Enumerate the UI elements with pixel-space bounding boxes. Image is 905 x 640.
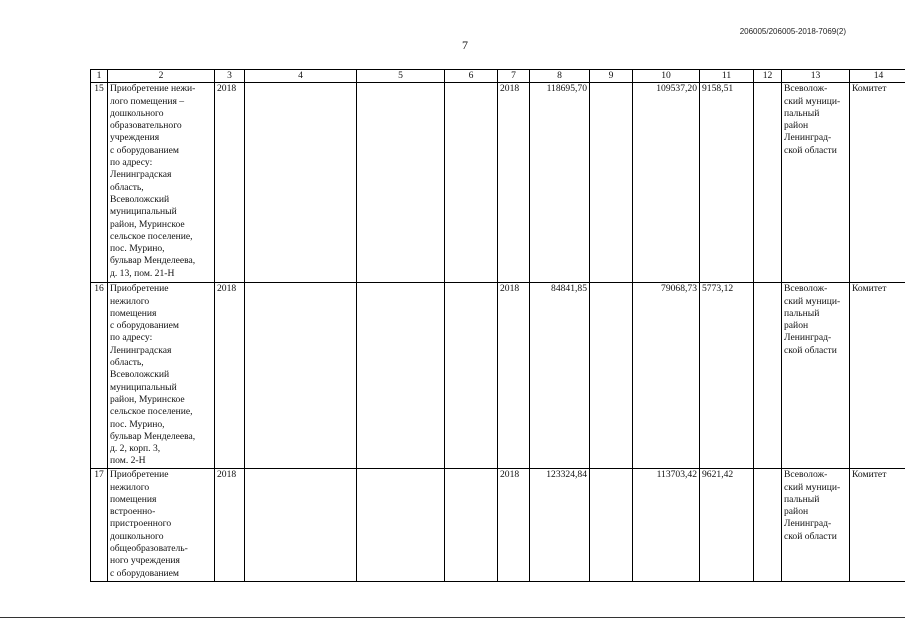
object-line: район, Муринское [110,393,185,405]
column-header: 7 [498,70,530,83]
district-line: ский муници- [784,295,841,307]
district-line: пальный [784,107,820,119]
budget-table [90,69,905,582]
district-line: Всеволож- [784,283,828,295]
column-header: 8 [530,70,590,83]
object-line: Приобретение [110,469,169,481]
object-line: Приобретение нежи- [110,83,196,95]
object-line: с оборудованием [110,144,179,156]
object-line: образовательного [110,120,182,132]
object-line: область, [110,181,144,193]
object-line: сельское поселение, [110,230,193,242]
object-line: ного учреждения [110,555,180,567]
object-description [108,469,215,582]
object-line: по адресу: [110,332,153,344]
district [782,469,850,582]
column-number-row [91,70,905,83]
object-line: д. 2, корп. 3, [110,443,161,455]
object-line: пос. Мурино, [110,418,165,430]
object-line: дошкольного [110,107,164,119]
district-line: ский муници- [784,481,841,493]
object-line: учреждения [110,132,160,144]
object-line: нежилого [110,295,150,307]
object-line: бульвар Менделеева, [110,255,196,267]
responsible-body: Комитет [850,283,905,469]
cell-col4 [245,283,357,469]
year: 2018 [498,83,530,283]
district-line: Всеволож- [784,83,828,95]
column-header: 11 [700,70,754,83]
cell-col4 [245,83,357,283]
total-amount: 118695,70 [530,83,590,283]
district [782,283,850,469]
column-header: 14 [850,70,905,83]
object-line: помещения [110,307,157,319]
object-line: Всеволожский [110,193,170,205]
total-amount: 123324,84 [530,469,590,582]
table-row [91,83,905,283]
cell-col12 [754,83,782,283]
cell-col12 [754,469,782,582]
amount-col10: 109537,20 [633,83,700,283]
object-line: лого помещения – [110,95,185,107]
document-id: 206005/206005-2018-7069(2) [739,27,846,36]
cell-col9 [590,469,633,582]
object-line: пом. 2-Н [110,455,146,467]
column-header: 2 [108,70,215,83]
district-line: пальный [784,493,820,505]
row-number: 17 [91,469,108,582]
column-header: 9 [590,70,633,83]
column-header: 6 [445,70,498,83]
row-number: 15 [91,83,108,283]
amount-col11: 9158,51 [700,83,754,283]
cell-col9 [590,83,633,283]
object-line: дошкольного [110,530,164,542]
total-amount: 84841,85 [530,283,590,469]
object-line: Всеволожский [110,369,170,381]
column-header: 3 [215,70,245,83]
column-header: 4 [245,70,357,83]
cell-col6 [445,283,498,469]
district-line: район [784,320,809,332]
table-row [91,469,905,582]
object-line: пос. Мурино, [110,243,165,255]
district-line: ской области [784,144,837,156]
object-line: Ленинградская [110,344,172,356]
responsible-body: Комитет [850,83,905,283]
amount-col11: 9621,42 [700,469,754,582]
start-year: 2018 [215,83,245,283]
object-line: бульвар Менделеева, [110,430,196,442]
cell-col5 [357,283,445,469]
cell-col5 [357,469,445,582]
district-line: ской области [784,530,837,542]
object-line: район, Муринское [110,218,185,230]
cell-col6 [445,83,498,283]
district-line: пальный [784,307,820,319]
district-line: Ленинград- [784,132,832,144]
cell-col4 [245,469,357,582]
column-header: 12 [754,70,782,83]
year: 2018 [498,283,530,469]
object-line: д. 13, пом. 21-Н [110,267,175,279]
district-line: ский муници- [784,95,841,107]
column-header: 13 [782,70,850,83]
object-line: Ленинградская [110,169,172,181]
table-row [91,283,905,469]
district-line: Всеволож- [784,469,828,481]
year: 2018 [498,469,530,582]
object-line: общеобразователь- [110,543,188,555]
district-line: ской области [784,344,837,356]
object-line: Приобретение [110,283,169,295]
column-header: 5 [357,70,445,83]
column-header: 1 [91,70,108,83]
object-line: муниципальный [110,206,177,218]
row-number: 16 [91,283,108,469]
district-line: район [784,506,809,518]
object-line: по адресу: [110,157,153,169]
object-line: муниципальный [110,381,177,393]
cell-col9 [590,283,633,469]
amount-col10: 113703,42 [633,469,700,582]
amount-col10: 79068,73 [633,283,700,469]
amount-col11: 5773,12 [700,283,754,469]
cell-col6 [445,469,498,582]
cell-col5 [357,83,445,283]
cell-col12 [754,283,782,469]
object-line: нежилого [110,481,150,493]
district-line: Ленинград- [784,518,832,530]
object-description [108,83,215,283]
object-line: встроенно- [110,506,156,518]
start-year: 2018 [215,283,245,469]
object-line: помещения [110,493,157,505]
responsible-body: Комитет [850,469,905,582]
object-line: сельское поселение, [110,406,193,418]
page-number: 7 [462,38,468,52]
object-description [108,283,215,469]
start-year: 2018 [215,469,245,582]
object-line: пристроенного [110,518,172,530]
object-line: с оборудованием [110,320,179,332]
object-line: с оборудованием [110,567,179,579]
district-line: Ленинград- [784,332,832,344]
object-line: область, [110,357,144,369]
district [782,83,850,283]
page-bottom-edge [0,617,905,618]
district-line: район [784,120,809,132]
column-header: 10 [633,70,700,83]
